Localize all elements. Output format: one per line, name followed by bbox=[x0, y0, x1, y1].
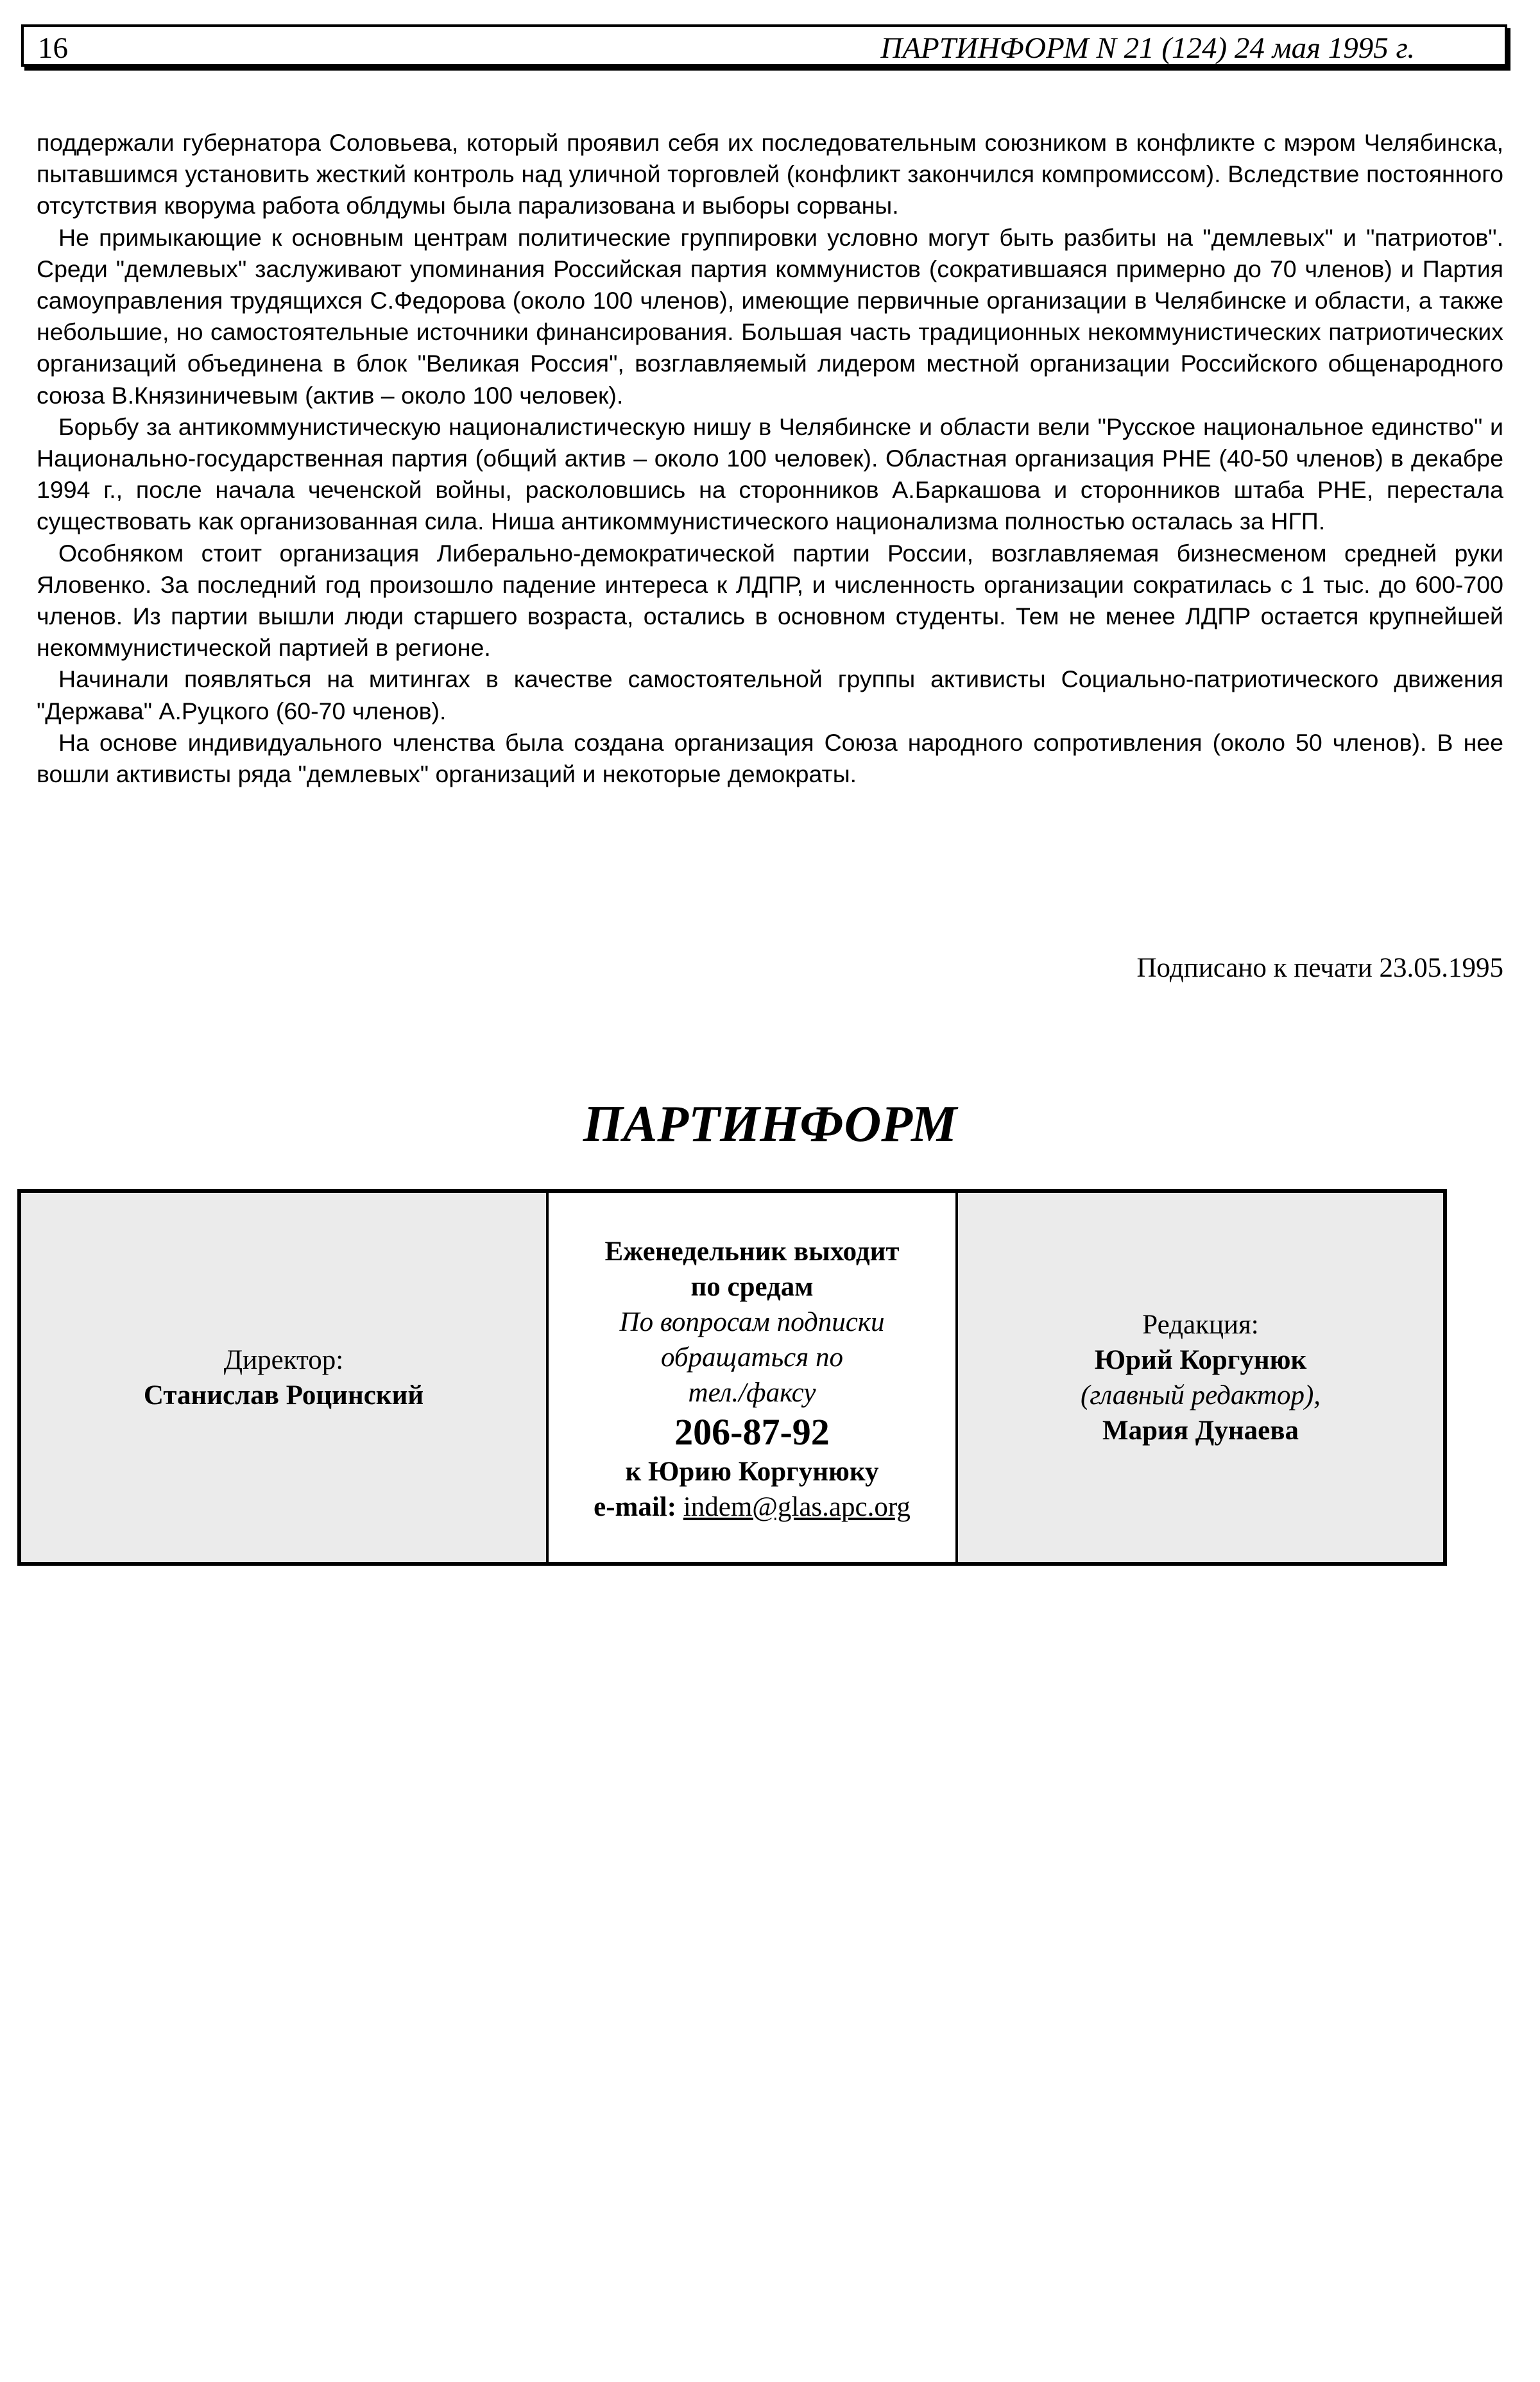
chief-editor-role: (главный редактор), bbox=[1080, 1380, 1321, 1410]
article-paragraph: Особняком стоит организация Либерально-демократической партии России, возглавляемая бизнесменом средней руки Яловенко. За последний год произошло падение интереса к ЛДПР, и численность организации сократилась с 1 тыс. до 600-700 членов. Из партии вышли люди старшего возраста, остались в основном студенты. Тем не менее ЛДПР остается крупнейшей некоммунистической партией в регионе. bbox=[37, 539, 1503, 662]
signed-to-print: Подписано к печати 23.05.1995 bbox=[1136, 953, 1503, 983]
subscribe-line: тел./факсу bbox=[688, 1378, 816, 1408]
issue-line: ПАРТИНФОРМ N 21 (124) 24 мая 1995 г. bbox=[880, 31, 1415, 65]
page-header bbox=[21, 24, 1507, 67]
email-label: e-mail: bbox=[594, 1492, 677, 1522]
article-paragraph: Начинали появляться на митингах в качестве самостоятельной группы активисты Социально-патриотического движения "Держава" А.Руцкого (60-70 членов). bbox=[37, 665, 1503, 724]
weekly-line: Еженедельник выходит bbox=[604, 1237, 900, 1267]
article-paragraph: На основе индивидуального членства была создана организация Союза народного сопротивления (около 50 членов). В нее вошли активисты ряда "демлевых" организаций и некоторые демократы. bbox=[37, 728, 1503, 788]
director-name: Станислав Роцинский bbox=[143, 1380, 424, 1410]
editorial-cell bbox=[958, 1193, 1443, 1562]
chief-editor: Юрий Коргунюк bbox=[1094, 1344, 1307, 1375]
article-paragraph: Не примыкающие к основным центрам политические группировки условно могут быть разбиты на "демлевых" и "патриотов". Среди "демлевых" заслуживают упоминания Российская партия коммунистов (сократившаяся примерно до 70 членов) и Партия самоуправления трудящихся С.Федорова (около 100 членов), имеющие первичные организации в Челябинске и области, а также небольшие, но самостоятельные источники финансирования. Большая часть традиционных некоммунистических патриотических организаций объединена в блок "Великая Россия", возглавляемый лидером местной организации Российского общенародного союза В.Князиничевым (актив – около 100 человек). bbox=[37, 223, 1503, 409]
masthead-title: ПАРТИНФОРМ bbox=[583, 1096, 957, 1152]
page-number: 16 bbox=[38, 31, 68, 65]
subscribe-line: По вопросам подписки bbox=[619, 1307, 885, 1337]
email-link[interactable]: indem@glas.apc.org bbox=[683, 1492, 911, 1522]
email-line bbox=[549, 1489, 955, 1525]
publication-cell bbox=[549, 1193, 958, 1562]
masthead-infobox bbox=[17, 1189, 1447, 1566]
director-label: Директор: bbox=[223, 1344, 344, 1375]
weekly-line: по средам bbox=[690, 1272, 814, 1302]
director-cell bbox=[21, 1193, 549, 1562]
phone-number: 206-87-92 bbox=[674, 1411, 830, 1453]
editor-name: Мария Дунаева bbox=[1102, 1415, 1299, 1446]
editorial-label: Редакция: bbox=[1142, 1309, 1259, 1340]
article-paragraph: поддержали губернатора Соловьева, который проявил себя их последовательным союзником в конфликте с мэром Челябинска, пытавшимся установить жесткий контроль над уличной торговлей (конфликт закончился компромиссом). Вследствие постоянного отсутствия кворума работа облдумы была парализована и выборы сорваны. bbox=[37, 129, 1503, 219]
article-body bbox=[37, 127, 1503, 790]
article-paragraph: Борьбу за антикоммунистическую националистическую нишу в Челябинске и области вели "Русское национальное единство" и Национально-государственная партия (общий актив – около 100 человек). Областная организация РНЕ (40-50 членов) в декабре 1994 г., после начала чеченской войны, расколовшись на сторонников А.Баркашова и сторонников штаба РНЕ, перестала существовать как организованная сила. Ниша антикоммунистического национализма полностью осталась за НГП. bbox=[37, 413, 1503, 535]
subscribe-line: обращаться по bbox=[660, 1342, 844, 1373]
contact-person: к Юрию Коргунюку bbox=[625, 1457, 879, 1487]
